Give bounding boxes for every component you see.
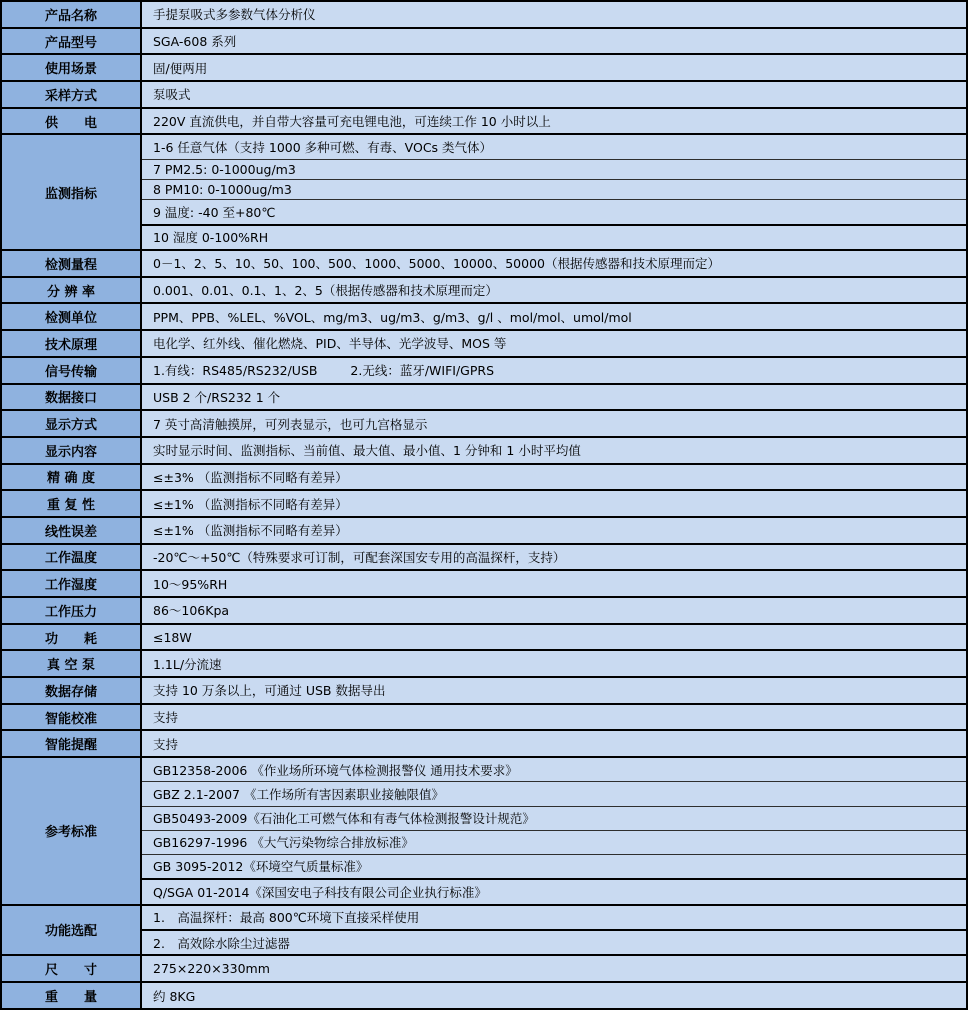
spec-value-linearity-error: ≤±1% （监测指标不同略有差异） [141,517,967,544]
spec-value-display-mode: 7 英寸高清触摸屏，可列表显示，也可九宫格显示 [141,410,967,437]
spec-label-weight: 重 量 [1,982,141,1009]
spec-value-monitoring-indicators-2: 7 PM2.5: 0-1000ug/m3 [141,159,967,179]
row-monitoring-indicators-sub [1,180,967,200]
spec-label-product-model: 产品型号 [1,28,141,55]
row-detection-range [1,250,967,277]
spec-value-resolution: 0.001、0.01、0.1、1、2、5（根据传感器和技术原理而定） [141,277,967,304]
spec-label-monitoring-indicators: 监测指标 [1,134,141,250]
row-vacuum-pump [1,650,967,677]
row-reference-standards-sub [1,879,967,904]
spec-value-sampling-method: 泵吸式 [141,81,967,108]
spec-value-use-scenario: 固/便两用 [141,54,967,81]
spec-value-optional-features-2: 2. 高效除水除尘过滤器 [141,930,967,955]
row-repeatability [1,490,967,517]
spec-value-reference-standards-6: Q/SGA 01-2014《深国安电子科技有限公司企业执行标准》 [141,879,967,904]
row-product-name [1,1,967,28]
row-signal-transmission [1,357,967,384]
spec-value-smart-calibration: 支持 [141,704,967,731]
row-reference-standards-sub [1,830,967,854]
row-detection-unit [1,303,967,330]
row-monitoring-indicators-sub [1,159,967,179]
spec-value-accuracy: ≤±3% （监测指标不同略有差异） [141,464,967,491]
spec-value-product-model: SGA-608 系列 [141,28,967,55]
spec-label-display-mode: 显示方式 [1,410,141,437]
spec-value-technical-principle: 电化学、红外线、催化燃烧、PID、半导体、光学波导、MOS 等 [141,330,967,357]
row-weight [1,982,967,1009]
spec-value-data-storage: 支持 10 万条以上，可通过 USB 数据导出 [141,677,967,704]
spec-value-vacuum-pump: 1.1L/分流速 [141,650,967,677]
spec-value-operating-pressure: 86～106Kpa [141,597,967,624]
spec-value-operating-temperature: -20℃～+50℃（特殊要求可订制，可配套深国安专用的高温探杆，支持） [141,544,967,571]
row-optional-features-sub [1,930,967,955]
spec-label-signal-transmission: 信号传输 [1,357,141,384]
row-operating-temperature [1,544,967,571]
spec-value-power-supply: 220V 直流供电，并自带大容量可充电锂电池，可连续工作 10 小时以上 [141,108,967,135]
spec-label-repeatability: 重 复 性 [1,490,141,517]
spec-label-detection-range: 检测量程 [1,250,141,277]
spec-label-use-scenario: 使用场景 [1,54,141,81]
row-technical-principle [1,330,967,357]
spec-value-reference-standards-4: GB16297-1996 《大气污染物综合排放标准》 [141,830,967,854]
spec-label-linearity-error: 线性误差 [1,517,141,544]
spec-label-power-supply: 供 电 [1,108,141,135]
spec-label-operating-temperature: 工作温度 [1,544,141,571]
spec-label-dimensions: 尺 寸 [1,955,141,982]
row-data-interface [1,384,967,411]
row-display-mode [1,410,967,437]
row-use-scenario [1,54,967,81]
row-sampling-method [1,81,967,108]
row-data-storage [1,677,967,704]
spec-label-smart-calibration: 智能校准 [1,704,141,731]
spec-value-reference-standards-2: GBZ 2.1-2007 《工作场所有害因素职业接触限值》 [141,782,967,806]
spec-label-power-consumption: 功 耗 [1,624,141,651]
spec-value-reference-standards-3: GB50493-2009《石油化工可燃气体和有毒气体检测报警设计规范》 [141,806,967,830]
spec-value-display-content: 实时显示时间、监测指标、当前值、最大值、最小值、1 分钟和 1 小时平均值 [141,437,967,464]
spec-label-technical-principle: 技术原理 [1,330,141,357]
spec-label-reference-standards: 参考标准 [1,757,141,904]
spec-value-monitoring-indicators-1: 1-6 任意气体（支持 1000 多种可燃、有毒、VOCs 类气体） [141,134,967,159]
row-operating-humidity [1,570,967,597]
spec-value-monitoring-indicators-5: 10 湿度 0-100%RH [141,225,967,250]
spec-label-accuracy: 精 确 度 [1,464,141,491]
spec-value-optional-features-1: 1. 高温探杆：最高 800℃环境下直接采样使用 [141,905,967,930]
spec-value-weight: 约 8KG [141,982,967,1009]
spec-value-monitoring-indicators-3: 8 PM10: 0-1000ug/m3 [141,180,967,200]
spec-value-detection-range: 0－1、2、5、10、50、100、500、1000、5000、10000、50000（根据传感器和技术原理而定） [141,250,967,277]
spec-value-operating-humidity: 10～95%RH [141,570,967,597]
spec-label-operating-pressure: 工作压力 [1,597,141,624]
spec-label-optional-features: 功能选配 [1,905,141,956]
spec-label-resolution: 分 辨 率 [1,277,141,304]
row-power-consumption [1,624,967,651]
spec-value-reference-standards-1: GB12358-2006 《作业场所环境气体检测报警仪 通用技术要求》 [141,757,967,782]
spec-value-monitoring-indicators-4: 9 温度: -40 至+80℃ [141,200,967,225]
spec-value-smart-reminder: 支持 [141,730,967,757]
spec-label-data-interface: 数据接口 [1,384,141,411]
row-reference-standards-sub [1,806,967,830]
spec-label-display-content: 显示内容 [1,437,141,464]
row-monitoring-indicators-sub [1,200,967,225]
row-optional-features [1,905,967,930]
spec-label-operating-humidity: 工作湿度 [1,570,141,597]
spec-value-detection-unit: PPM、PPB、%LEL、%VOL、mg/m3、ug/m3、g/m3、g/l 、mol/mol、umol/mol [141,303,967,330]
row-power-supply [1,108,967,135]
row-display-content [1,437,967,464]
spec-value-dimensions: 275×220×330mm [141,955,967,982]
spec-value-data-interface: USB 2 个/RS232 1 个 [141,384,967,411]
row-product-model [1,28,967,55]
spec-value-reference-standards-5: GB 3095-2012《环境空气质量标准》 [141,854,967,879]
spec-value-repeatability: ≤±1% （监测指标不同略有差异） [141,490,967,517]
spec-label-data-storage: 数据存储 [1,677,141,704]
row-dimensions [1,955,967,982]
spec-label-detection-unit: 检测单位 [1,303,141,330]
row-smart-reminder [1,730,967,757]
spec-value-product-name: 手提泵吸式多参数气体分析仪 [141,1,967,28]
row-linearity-error [1,517,967,544]
row-operating-pressure [1,597,967,624]
spec-label-product-name: 产品名称 [1,1,141,28]
row-resolution [1,277,967,304]
row-accuracy [1,464,967,491]
spec-value-power-consumption: ≤18W [141,624,967,651]
spec-value-signal-transmission: 1.有线：RS485/RS232/USB 2.无线：蓝牙/WIFI/GPRS [141,357,967,384]
row-reference-standards-sub [1,782,967,806]
spec-label-vacuum-pump: 真 空 泵 [1,650,141,677]
spec-label-smart-reminder: 智能提醒 [1,730,141,757]
row-smart-calibration [1,704,967,731]
row-monitoring-indicators [1,134,967,159]
spec-label-sampling-method: 采样方式 [1,81,141,108]
row-reference-standards [1,757,967,782]
row-reference-standards-sub [1,854,967,879]
row-monitoring-indicators-sub [1,225,967,250]
